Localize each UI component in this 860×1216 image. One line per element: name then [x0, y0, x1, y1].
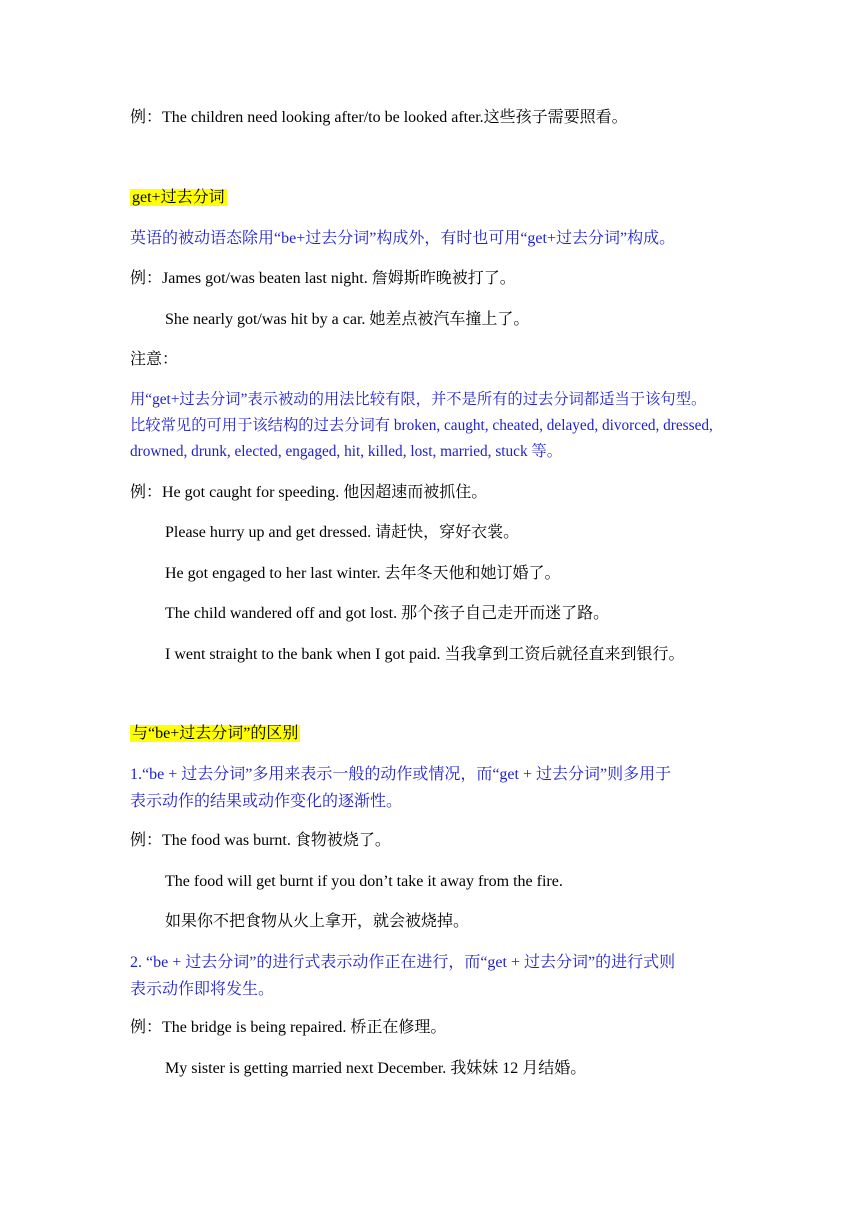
point-paragraph [130, 761, 735, 815]
example-sentence: I went straight to the bank when I got paid. 当我拿到工资后就径直来到银行。 [165, 646, 685, 663]
example-sentence: 如果你不把食物从火上拿开，就会被烧掉。 [165, 913, 470, 930]
point-paragraph [130, 949, 735, 1003]
example-sentence: Please hurry up and get dressed. 请赶快，穿好衣裳。 [165, 524, 520, 541]
note-label: 注意： [130, 351, 179, 368]
section-intro: 英语的被动语态除用“be+过去分词”构成外，有时也可用“get+过去分词”构成。 [130, 230, 676, 247]
example-sentence: The food will get burnt if you don’t take it away from the fire. [165, 873, 563, 890]
example-sentence: The child wandered off and got lost. 那个孩子自己走开而迷了路。 [165, 605, 610, 622]
note-paragraph [130, 387, 740, 465]
note-line: drowned, drunk, elected, engaged, hit, killed, lost, married, stuck 等。 [130, 443, 563, 460]
note-line: 比较常见的可用于该结构的过去分词有 broken, caught, cheated, delayed, divorced, dressed, [130, 417, 713, 434]
example-sentence: She nearly got/was hit by a car. 她差点被汽车撞上了。 [165, 311, 530, 328]
highlighted-heading: get+过去分词 [132, 189, 225, 206]
example-sentence: 例：The children need looking after/to be looked after.这些孩子需要照看。 [130, 109, 628, 126]
highlighted-heading: 与“be+过去分词”的区别 [132, 725, 299, 742]
section-heading [130, 723, 750, 745]
example-sentence: My sister is getting married next December. 我妹妹 12 月结婚。 [165, 1060, 587, 1077]
point-line: 表示动作即将发生。 [130, 981, 275, 998]
example-sentence: He got engaged to her last winter. 去年冬天他和她订婚了。 [165, 565, 561, 582]
note-line: 用“get+过去分词”表示被动的用法比较有限，并不是所有的过去分词都适当于该句型。 [130, 391, 707, 408]
section-heading [130, 187, 750, 209]
point-line: 表示动作的结果或动作变化的逐渐性。 [130, 793, 403, 810]
example-sentence: 例：James got/was beaten last night. 詹姆斯昨晚被打了。 [130, 270, 516, 287]
example-sentence: 例：He got caught for speeding. 他因超速而被抓住。 [130, 484, 488, 501]
point-line: 1.“be + 过去分词”多用来表示一般的动作或情况，而“get + 过去分词”则多用于 [130, 766, 672, 783]
example-sentence: 例：The bridge is being repaired. 桥正在修理。 [130, 1019, 447, 1036]
example-sentence: 例：The food was burnt. 食物被烧了。 [130, 832, 391, 849]
point-line: 2. “be + 过去分词”的进行式表示动作正在进行，而“get + 过去分词”的进行式则 [130, 954, 676, 971]
